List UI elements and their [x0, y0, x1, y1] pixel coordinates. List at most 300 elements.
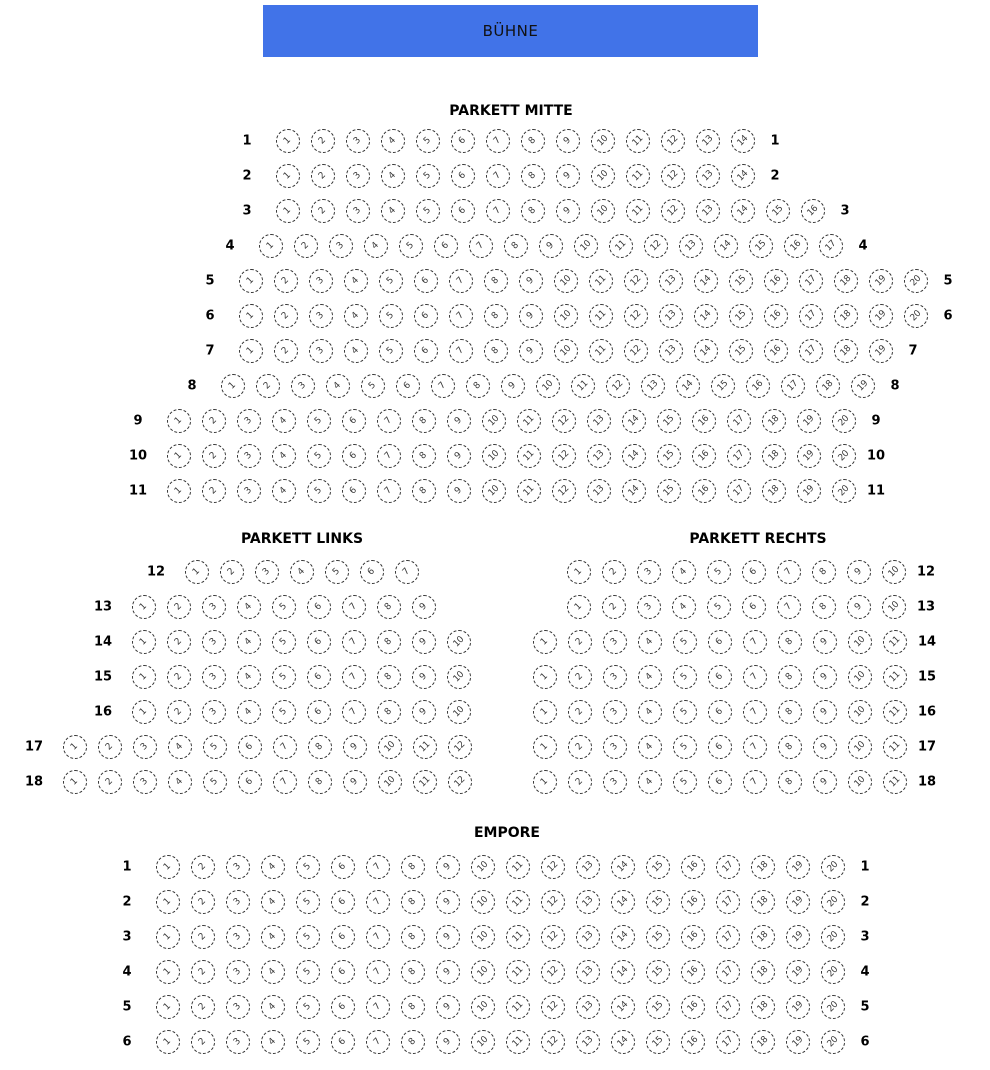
seat-empore-row4-1[interactable]: [156, 960, 180, 984]
seat-empore-row4-6[interactable]: [331, 960, 355, 984]
seat-empore-row4-12[interactable]: [541, 960, 565, 984]
seat-empore-row3-13[interactable]: [576, 925, 600, 949]
seat-parkett-mitte-row9-19[interactable]: [797, 409, 821, 433]
seat-parkett-mitte-row6-10[interactable]: [554, 304, 578, 328]
seat-parkett-rechts-row15-11[interactable]: [883, 665, 907, 689]
seat-empore-row4-4[interactable]: [261, 960, 285, 984]
seat-empore-row6-11[interactable]: [506, 1030, 530, 1054]
seat-empore-row1-15[interactable]: [646, 855, 670, 879]
seat-parkett-mitte-row6-15[interactable]: [729, 304, 753, 328]
seat-parkett-links-row12-2[interactable]: [220, 560, 244, 584]
seat-parkett-mitte-row2-10[interactable]: [591, 164, 615, 188]
seat-parkett-mitte-row2-11[interactable]: [626, 164, 650, 188]
seat-parkett-mitte-row5-2[interactable]: [274, 269, 298, 293]
seat-parkett-mitte-row6-13[interactable]: [659, 304, 683, 328]
seat-parkett-mitte-row11-19[interactable]: [797, 479, 821, 503]
seat-parkett-links-row14-4[interactable]: [237, 630, 261, 654]
seat-empore-row5-11[interactable]: [506, 995, 530, 1019]
seat-parkett-mitte-row8-1[interactable]: [221, 374, 245, 398]
seat-parkett-links-row18-1[interactable]: [63, 770, 87, 794]
seat-parkett-mitte-row6-5[interactable]: [379, 304, 403, 328]
seat-empore-row4-3[interactable]: [226, 960, 250, 984]
seat-parkett-mitte-row11-8[interactable]: [412, 479, 436, 503]
seat-parkett-rechts-row17-3[interactable]: [603, 735, 627, 759]
seat-parkett-mitte-row7-13[interactable]: [659, 339, 683, 363]
seat-parkett-links-row15-6[interactable]: [307, 665, 331, 689]
seat-empore-row4-2[interactable]: [191, 960, 215, 984]
seat-empore-row5-13[interactable]: [576, 995, 600, 1019]
seat-parkett-rechts-row15-7[interactable]: [743, 665, 767, 689]
seat-empore-row2-4[interactable]: [261, 890, 285, 914]
seat-parkett-rechts-row17-9[interactable]: [813, 735, 837, 759]
seat-parkett-mitte-row8-2[interactable]: [256, 374, 280, 398]
seat-parkett-rechts-row16-5[interactable]: [673, 700, 697, 724]
seat-parkett-mitte-row6-4[interactable]: [344, 304, 368, 328]
seat-parkett-links-row17-9[interactable]: [343, 735, 367, 759]
seat-parkett-rechts-row15-4[interactable]: [638, 665, 662, 689]
seat-empore-row1-18[interactable]: [751, 855, 775, 879]
seat-empore-row5-15[interactable]: [646, 995, 670, 1019]
seat-parkett-links-row12-6[interactable]: [360, 560, 384, 584]
seat-parkett-rechts-row14-11[interactable]: [883, 630, 907, 654]
seat-empore-row4-17[interactable]: [716, 960, 740, 984]
seat-parkett-rechts-row12-2[interactable]: [602, 560, 626, 584]
seat-parkett-mitte-row9-5[interactable]: [307, 409, 331, 433]
seat-parkett-mitte-row8-7[interactable]: [431, 374, 455, 398]
seat-parkett-links-row17-1[interactable]: [63, 735, 87, 759]
seat-empore-row1-9[interactable]: [436, 855, 460, 879]
seat-parkett-rechts-row15-9[interactable]: [813, 665, 837, 689]
seat-parkett-rechts-row16-9[interactable]: [813, 700, 837, 724]
seat-parkett-rechts-row14-3[interactable]: [603, 630, 627, 654]
seat-parkett-mitte-row9-6[interactable]: [342, 409, 366, 433]
seat-parkett-links-row18-10[interactable]: [378, 770, 402, 794]
seat-empore-row2-8[interactable]: [401, 890, 425, 914]
seat-empore-row4-19[interactable]: [786, 960, 810, 984]
seat-parkett-mitte-row9-12[interactable]: [552, 409, 576, 433]
seat-empore-row6-18[interactable]: [751, 1030, 775, 1054]
seat-parkett-mitte-row10-9[interactable]: [447, 444, 471, 468]
seat-parkett-mitte-row3-7[interactable]: [486, 199, 510, 223]
seat-parkett-mitte-row10-18[interactable]: [762, 444, 786, 468]
seat-empore-row3-6[interactable]: [331, 925, 355, 949]
seat-parkett-rechts-row17-5[interactable]: [673, 735, 697, 759]
seat-empore-row5-5[interactable]: [296, 995, 320, 1019]
seat-empore-row5-10[interactable]: [471, 995, 495, 1019]
seat-parkett-mitte-row11-4[interactable]: [272, 479, 296, 503]
seat-parkett-rechts-row14-6[interactable]: [708, 630, 732, 654]
seat-parkett-mitte-row10-2[interactable]: [202, 444, 226, 468]
seat-parkett-mitte-row5-1[interactable]: [239, 269, 263, 293]
seat-empore-row1-17[interactable]: [716, 855, 740, 879]
seat-parkett-mitte-row3-1[interactable]: [276, 199, 300, 223]
seat-parkett-links-row15-7[interactable]: [342, 665, 366, 689]
seat-parkett-links-row15-8[interactable]: [377, 665, 401, 689]
seat-parkett-mitte-row6-3[interactable]: [309, 304, 333, 328]
seat-parkett-mitte-row9-7[interactable]: [377, 409, 401, 433]
seat-empore-row5-6[interactable]: [331, 995, 355, 1019]
seat-parkett-mitte-row5-20[interactable]: [904, 269, 928, 293]
seat-parkett-mitte-row5-4[interactable]: [344, 269, 368, 293]
seat-parkett-links-row18-5[interactable]: [203, 770, 227, 794]
seat-parkett-rechts-row12-6[interactable]: [742, 560, 766, 584]
seat-empore-row6-13[interactable]: [576, 1030, 600, 1054]
seat-parkett-links-row18-9[interactable]: [343, 770, 367, 794]
seat-parkett-mitte-row11-16[interactable]: [692, 479, 716, 503]
seat-parkett-mitte-row11-5[interactable]: [307, 479, 331, 503]
seat-empore-row3-8[interactable]: [401, 925, 425, 949]
seat-parkett-rechts-row14-5[interactable]: [673, 630, 697, 654]
seat-empore-row2-3[interactable]: [226, 890, 250, 914]
seat-parkett-mitte-row4-7[interactable]: [469, 234, 493, 258]
seat-empore-row1-20[interactable]: [821, 855, 845, 879]
seat-parkett-mitte-row8-12[interactable]: [606, 374, 630, 398]
seat-parkett-mitte-row5-14[interactable]: [694, 269, 718, 293]
seat-parkett-rechts-row12-8[interactable]: [812, 560, 836, 584]
seat-parkett-rechts-row18-9[interactable]: [813, 770, 837, 794]
seat-parkett-rechts-row18-4[interactable]: [638, 770, 662, 794]
seat-parkett-mitte-row11-14[interactable]: [622, 479, 646, 503]
seat-parkett-mitte-row4-12[interactable]: [644, 234, 668, 258]
seat-parkett-links-row15-4[interactable]: [237, 665, 261, 689]
seat-empore-row2-11[interactable]: [506, 890, 530, 914]
seat-parkett-mitte-row9-10[interactable]: [482, 409, 506, 433]
seat-parkett-rechts-row12-1[interactable]: [567, 560, 591, 584]
seat-parkett-mitte-row7-1[interactable]: [239, 339, 263, 363]
seat-parkett-mitte-row2-2[interactable]: [311, 164, 335, 188]
seat-parkett-links-row14-8[interactable]: [377, 630, 401, 654]
seat-parkett-mitte-row8-10[interactable]: [536, 374, 560, 398]
seat-empore-row6-20[interactable]: [821, 1030, 845, 1054]
seat-parkett-mitte-row5-16[interactable]: [764, 269, 788, 293]
seat-empore-row5-9[interactable]: [436, 995, 460, 1019]
seat-empore-row2-15[interactable]: [646, 890, 670, 914]
seat-empore-row1-7[interactable]: [366, 855, 390, 879]
seat-parkett-mitte-row2-5[interactable]: [416, 164, 440, 188]
seat-empore-row6-4[interactable]: [261, 1030, 285, 1054]
seat-empore-row2-18[interactable]: [751, 890, 775, 914]
seat-parkett-mitte-row8-4[interactable]: [326, 374, 350, 398]
seat-parkett-links-row12-4[interactable]: [290, 560, 314, 584]
seat-parkett-mitte-row4-1[interactable]: [259, 234, 283, 258]
seat-parkett-mitte-row10-13[interactable]: [587, 444, 611, 468]
seat-empore-row6-6[interactable]: [331, 1030, 355, 1054]
seat-parkett-mitte-row4-17[interactable]: [819, 234, 843, 258]
seat-parkett-rechts-row16-8[interactable]: [778, 700, 802, 724]
seat-empore-row1-2[interactable]: [191, 855, 215, 879]
seat-parkett-links-row14-6[interactable]: [307, 630, 331, 654]
seat-parkett-mitte-row6-11[interactable]: [589, 304, 613, 328]
seat-parkett-links-row18-8[interactable]: [308, 770, 332, 794]
seat-parkett-rechts-row16-4[interactable]: [638, 700, 662, 724]
seat-parkett-rechts-row12-5[interactable]: [707, 560, 731, 584]
seat-parkett-links-row15-3[interactable]: [202, 665, 226, 689]
seat-parkett-links-row16-9[interactable]: [412, 700, 436, 724]
seat-parkett-mitte-row3-2[interactable]: [311, 199, 335, 223]
seat-parkett-rechts-row14-9[interactable]: [813, 630, 837, 654]
seat-parkett-mitte-row5-5[interactable]: [379, 269, 403, 293]
seat-parkett-mitte-row8-13[interactable]: [641, 374, 665, 398]
seat-parkett-links-row14-2[interactable]: [167, 630, 191, 654]
seat-parkett-mitte-row10-3[interactable]: [237, 444, 261, 468]
seat-empore-row2-16[interactable]: [681, 890, 705, 914]
seat-parkett-mitte-row2-13[interactable]: [696, 164, 720, 188]
seat-parkett-mitte-row3-9[interactable]: [556, 199, 580, 223]
seat-parkett-mitte-row9-9[interactable]: [447, 409, 471, 433]
seat-empore-row6-17[interactable]: [716, 1030, 740, 1054]
seat-parkett-rechts-row14-4[interactable]: [638, 630, 662, 654]
seat-parkett-mitte-row1-2[interactable]: [311, 129, 335, 153]
seat-parkett-mitte-row6-1[interactable]: [239, 304, 263, 328]
seat-parkett-mitte-row5-12[interactable]: [624, 269, 648, 293]
seat-parkett-mitte-row5-18[interactable]: [834, 269, 858, 293]
seat-empore-row5-1[interactable]: [156, 995, 180, 1019]
seat-empore-row3-20[interactable]: [821, 925, 845, 949]
seat-parkett-links-row16-2[interactable]: [167, 700, 191, 724]
seat-empore-row5-17[interactable]: [716, 995, 740, 1019]
seat-parkett-mitte-row5-7[interactable]: [449, 269, 473, 293]
seat-parkett-links-row17-5[interactable]: [203, 735, 227, 759]
seat-empore-row1-16[interactable]: [681, 855, 705, 879]
seat-parkett-mitte-row6-16[interactable]: [764, 304, 788, 328]
seat-parkett-rechts-row16-2[interactable]: [568, 700, 592, 724]
seat-parkett-links-row17-3[interactable]: [133, 735, 157, 759]
seat-parkett-mitte-row2-9[interactable]: [556, 164, 580, 188]
seat-parkett-mitte-row8-8[interactable]: [466, 374, 490, 398]
seat-parkett-mitte-row2-4[interactable]: [381, 164, 405, 188]
seat-parkett-mitte-row1-12[interactable]: [661, 129, 685, 153]
seat-empore-row4-8[interactable]: [401, 960, 425, 984]
seat-parkett-mitte-row1-5[interactable]: [416, 129, 440, 153]
seat-empore-row4-5[interactable]: [296, 960, 320, 984]
seat-parkett-links-row13-2[interactable]: [167, 595, 191, 619]
seat-parkett-mitte-row4-6[interactable]: [434, 234, 458, 258]
seat-empore-row3-16[interactable]: [681, 925, 705, 949]
seat-parkett-mitte-row10-17[interactable]: [727, 444, 751, 468]
seat-empore-row1-11[interactable]: [506, 855, 530, 879]
seat-parkett-mitte-row3-5[interactable]: [416, 199, 440, 223]
seat-parkett-mitte-row4-3[interactable]: [329, 234, 353, 258]
seat-empore-row1-13[interactable]: [576, 855, 600, 879]
seat-parkett-mitte-row1-8[interactable]: [521, 129, 545, 153]
seat-parkett-links-row18-6[interactable]: [238, 770, 262, 794]
seat-empore-row3-7[interactable]: [366, 925, 390, 949]
seat-parkett-mitte-row11-11[interactable]: [517, 479, 541, 503]
seat-parkett-rechts-row13-6[interactable]: [742, 595, 766, 619]
seat-parkett-mitte-row11-9[interactable]: [447, 479, 471, 503]
seat-parkett-rechts-row12-9[interactable]: [847, 560, 871, 584]
seat-parkett-mitte-row8-19[interactable]: [851, 374, 875, 398]
seat-parkett-links-row17-8[interactable]: [308, 735, 332, 759]
seat-parkett-rechts-row17-1[interactable]: [533, 735, 557, 759]
seat-parkett-rechts-row16-10[interactable]: [848, 700, 872, 724]
seat-parkett-mitte-row2-14[interactable]: [731, 164, 755, 188]
seat-empore-row3-2[interactable]: [191, 925, 215, 949]
seat-empore-row5-4[interactable]: [261, 995, 285, 1019]
seat-parkett-mitte-row7-17[interactable]: [799, 339, 823, 363]
seat-parkett-mitte-row1-4[interactable]: [381, 129, 405, 153]
seat-parkett-mitte-row3-10[interactable]: [591, 199, 615, 223]
seat-parkett-mitte-row11-2[interactable]: [202, 479, 226, 503]
seat-empore-row5-20[interactable]: [821, 995, 845, 1019]
seat-empore-row3-3[interactable]: [226, 925, 250, 949]
seat-parkett-links-row17-2[interactable]: [98, 735, 122, 759]
seat-parkett-mitte-row4-15[interactable]: [749, 234, 773, 258]
seat-parkett-mitte-row7-3[interactable]: [309, 339, 333, 363]
seat-parkett-mitte-row9-16[interactable]: [692, 409, 716, 433]
seat-empore-row2-9[interactable]: [436, 890, 460, 914]
seat-parkett-mitte-row11-17[interactable]: [727, 479, 751, 503]
seat-parkett-mitte-row5-6[interactable]: [414, 269, 438, 293]
seat-parkett-mitte-row6-12[interactable]: [624, 304, 648, 328]
seat-parkett-mitte-row10-1[interactable]: [167, 444, 191, 468]
seat-parkett-mitte-row9-15[interactable]: [657, 409, 681, 433]
seat-parkett-mitte-row9-4[interactable]: [272, 409, 296, 433]
seat-parkett-links-row17-11[interactable]: [413, 735, 437, 759]
seat-parkett-mitte-row1-6[interactable]: [451, 129, 475, 153]
seat-empore-row4-10[interactable]: [471, 960, 495, 984]
seat-parkett-mitte-row7-11[interactable]: [589, 339, 613, 363]
seat-parkett-mitte-row5-9[interactable]: [519, 269, 543, 293]
seat-empore-row5-16[interactable]: [681, 995, 705, 1019]
seat-parkett-mitte-row8-6[interactable]: [396, 374, 420, 398]
seat-empore-row2-10[interactable]: [471, 890, 495, 914]
seat-parkett-mitte-row7-9[interactable]: [519, 339, 543, 363]
seat-parkett-mitte-row5-8[interactable]: [484, 269, 508, 293]
seat-parkett-mitte-row10-6[interactable]: [342, 444, 366, 468]
seat-empore-row2-5[interactable]: [296, 890, 320, 914]
seat-parkett-links-row18-7[interactable]: [273, 770, 297, 794]
seat-parkett-rechts-row16-11[interactable]: [883, 700, 907, 724]
seat-empore-row3-4[interactable]: [261, 925, 285, 949]
seat-parkett-mitte-row3-15[interactable]: [766, 199, 790, 223]
seat-parkett-links-row16-10[interactable]: [447, 700, 471, 724]
seat-parkett-rechts-row14-8[interactable]: [778, 630, 802, 654]
seat-parkett-rechts-row15-6[interactable]: [708, 665, 732, 689]
seat-parkett-rechts-row14-7[interactable]: [743, 630, 767, 654]
seat-parkett-rechts-row15-2[interactable]: [568, 665, 592, 689]
seat-parkett-links-row15-10[interactable]: [447, 665, 471, 689]
seat-parkett-rechts-row18-2[interactable]: [568, 770, 592, 794]
seat-parkett-links-row18-2[interactable]: [98, 770, 122, 794]
seat-parkett-links-row16-8[interactable]: [377, 700, 401, 724]
seat-parkett-links-row14-1[interactable]: [132, 630, 156, 654]
seat-parkett-links-row12-7[interactable]: [395, 560, 419, 584]
seat-parkett-rechts-row13-5[interactable]: [707, 595, 731, 619]
seat-parkett-mitte-row6-18[interactable]: [834, 304, 858, 328]
seat-parkett-rechts-row15-3[interactable]: [603, 665, 627, 689]
seat-parkett-mitte-row6-2[interactable]: [274, 304, 298, 328]
seat-empore-row1-10[interactable]: [471, 855, 495, 879]
seat-parkett-mitte-row2-7[interactable]: [486, 164, 510, 188]
seat-parkett-mitte-row6-17[interactable]: [799, 304, 823, 328]
seat-empore-row4-9[interactable]: [436, 960, 460, 984]
seat-parkett-mitte-row11-20[interactable]: [832, 479, 856, 503]
seat-parkett-mitte-row4-16[interactable]: [784, 234, 808, 258]
seat-empore-row3-5[interactable]: [296, 925, 320, 949]
seat-parkett-links-row15-5[interactable]: [272, 665, 296, 689]
seat-parkett-mitte-row7-4[interactable]: [344, 339, 368, 363]
seat-parkett-mitte-row5-10[interactable]: [554, 269, 578, 293]
seat-parkett-rechts-row13-7[interactable]: [777, 595, 801, 619]
seat-parkett-mitte-row1-10[interactable]: [591, 129, 615, 153]
seat-parkett-links-row13-5[interactable]: [272, 595, 296, 619]
seat-parkett-links-row16-4[interactable]: [237, 700, 261, 724]
seat-parkett-mitte-row7-2[interactable]: [274, 339, 298, 363]
seat-parkett-mitte-row10-5[interactable]: [307, 444, 331, 468]
seat-empore-row4-15[interactable]: [646, 960, 670, 984]
seat-parkett-links-row14-7[interactable]: [342, 630, 366, 654]
seat-parkett-links-row18-12[interactable]: [448, 770, 472, 794]
seat-parkett-rechts-row13-8[interactable]: [812, 595, 836, 619]
seat-parkett-rechts-row15-1[interactable]: [533, 665, 557, 689]
seat-parkett-mitte-row10-19[interactable]: [797, 444, 821, 468]
seat-empore-row3-15[interactable]: [646, 925, 670, 949]
seat-parkett-links-row16-7[interactable]: [342, 700, 366, 724]
seat-parkett-rechts-row16-1[interactable]: [533, 700, 557, 724]
seat-parkett-rechts-row18-10[interactable]: [848, 770, 872, 794]
seat-parkett-links-row13-8[interactable]: [377, 595, 401, 619]
seat-parkett-mitte-row9-13[interactable]: [587, 409, 611, 433]
seat-parkett-mitte-row5-15[interactable]: [729, 269, 753, 293]
seat-parkett-rechts-row16-3[interactable]: [603, 700, 627, 724]
seat-parkett-mitte-row10-10[interactable]: [482, 444, 506, 468]
seat-parkett-rechts-row18-3[interactable]: [603, 770, 627, 794]
seat-parkett-rechts-row15-10[interactable]: [848, 665, 872, 689]
seat-parkett-mitte-row11-3[interactable]: [237, 479, 261, 503]
seat-parkett-mitte-row11-18[interactable]: [762, 479, 786, 503]
seat-parkett-rechts-row13-10[interactable]: [882, 595, 906, 619]
seat-parkett-links-row16-1[interactable]: [132, 700, 156, 724]
seat-empore-row1-6[interactable]: [331, 855, 355, 879]
seat-parkett-mitte-row7-18[interactable]: [834, 339, 858, 363]
seat-parkett-mitte-row4-4[interactable]: [364, 234, 388, 258]
seat-parkett-mitte-row8-15[interactable]: [711, 374, 735, 398]
seat-empore-row3-11[interactable]: [506, 925, 530, 949]
seat-empore-row5-3[interactable]: [226, 995, 250, 1019]
seat-parkett-links-row12-3[interactable]: [255, 560, 279, 584]
seat-parkett-mitte-row11-10[interactable]: [482, 479, 506, 503]
seat-parkett-mitte-row6-14[interactable]: [694, 304, 718, 328]
seat-parkett-mitte-row6-9[interactable]: [519, 304, 543, 328]
seat-parkett-mitte-row9-8[interactable]: [412, 409, 436, 433]
seat-parkett-mitte-row3-14[interactable]: [731, 199, 755, 223]
seat-parkett-mitte-row10-20[interactable]: [832, 444, 856, 468]
seat-parkett-mitte-row4-5[interactable]: [399, 234, 423, 258]
seat-empore-row4-13[interactable]: [576, 960, 600, 984]
seat-parkett-mitte-row8-9[interactable]: [501, 374, 525, 398]
seat-empore-row2-6[interactable]: [331, 890, 355, 914]
seat-parkett-mitte-row5-3[interactable]: [309, 269, 333, 293]
seat-parkett-rechts-row17-4[interactable]: [638, 735, 662, 759]
seat-parkett-mitte-row7-16[interactable]: [764, 339, 788, 363]
seat-empore-row1-3[interactable]: [226, 855, 250, 879]
seat-parkett-mitte-row4-9[interactable]: [539, 234, 563, 258]
seat-empore-row4-20[interactable]: [821, 960, 845, 984]
seat-parkett-mitte-row4-10[interactable]: [574, 234, 598, 258]
seat-parkett-mitte-row6-19[interactable]: [869, 304, 893, 328]
seat-parkett-mitte-row5-19[interactable]: [869, 269, 893, 293]
seat-empore-row3-17[interactable]: [716, 925, 740, 949]
seat-parkett-rechts-row18-11[interactable]: [883, 770, 907, 794]
seat-empore-row6-9[interactable]: [436, 1030, 460, 1054]
seat-parkett-mitte-row1-1[interactable]: [276, 129, 300, 153]
seat-parkett-links-row18-3[interactable]: [133, 770, 157, 794]
seat-empore-row1-8[interactable]: [401, 855, 425, 879]
seat-parkett-links-row17-10[interactable]: [378, 735, 402, 759]
seat-empore-row2-7[interactable]: [366, 890, 390, 914]
seat-empore-row1-14[interactable]: [611, 855, 635, 879]
